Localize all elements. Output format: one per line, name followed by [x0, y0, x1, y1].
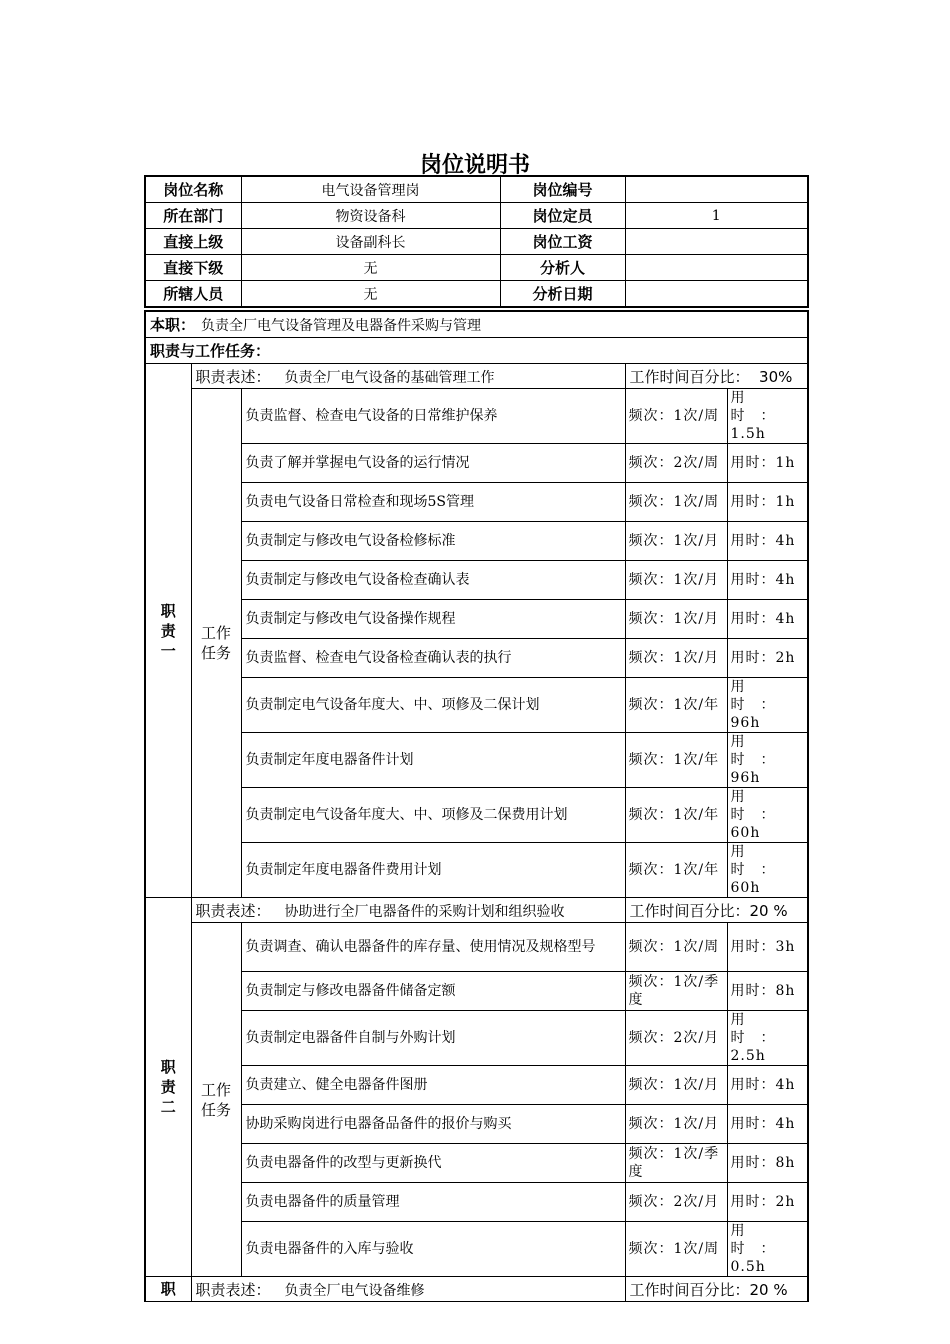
info-value: 无: [241, 281, 500, 308]
task-text: 负责制定与修改电气设备操作规程: [241, 600, 625, 639]
task-row: [145, 1144, 808, 1183]
task-text: 负责电气设备日常检查和现场5S管理: [241, 483, 625, 522]
task-text: 负责电器备件的改型与更新换代: [241, 1144, 625, 1183]
task-row: [145, 1222, 808, 1277]
duty-statement-row: [145, 1277, 808, 1302]
task-text: 负责了解并掌握电气设备的运行情况: [241, 444, 625, 483]
task-frequency: 频次：2次/周: [625, 444, 727, 483]
duty-statement-label: 职责表述：: [195, 901, 271, 920]
info-value: [625, 281, 808, 308]
duties-header-row: [145, 338, 808, 364]
task-row: [145, 678, 808, 733]
task-text: 负责制定年度电器备件费用计划: [241, 843, 625, 898]
task-frequency: 频次：1次/月: [625, 1066, 727, 1105]
duty-summary-row: [145, 311, 808, 338]
info-label: 分析日期: [500, 281, 625, 308]
task-frequency: 频次：1次/月: [625, 639, 727, 678]
task-label: [191, 923, 241, 1277]
duty-label-text: 职责一: [160, 601, 176, 660]
duty-statement-label: 职责表述：: [195, 1280, 271, 1299]
duty-statement-row: [145, 364, 808, 389]
info-label: 岗位编号: [500, 176, 625, 203]
duty-summary: [145, 311, 808, 338]
task-row: [145, 1011, 808, 1066]
task-text: 负责制定与修改电气设备检查确认表: [241, 561, 625, 600]
duty-label-text: 职: [160, 1280, 176, 1298]
task-text: 负责电器备件的质量管理: [241, 1183, 625, 1222]
info-value: 1: [625, 203, 808, 229]
info-row: [145, 229, 808, 255]
duty-percent: 工作时间百分比：20 %: [625, 1277, 808, 1302]
task-text: 负责调查、确认电器备件的库存量、使用情况及规格型号: [241, 923, 625, 972]
task-frequency: 频次：1次/年: [625, 678, 727, 733]
task-time: 用时：4h: [727, 561, 808, 600]
task-row: [145, 1183, 808, 1222]
info-value: 设备副科长: [241, 229, 500, 255]
task-time: 用时：4h: [727, 600, 808, 639]
task-row: [145, 639, 808, 678]
task-frequency: 频次：1次/周: [625, 389, 727, 444]
task-time: 用时：4h: [727, 1105, 808, 1144]
task-row: [145, 1105, 808, 1144]
task-time: 用时：3h: [727, 923, 808, 972]
info-label: 岗位定员: [500, 203, 625, 229]
task-row: [145, 444, 808, 483]
task-text: 负责电器备件的入库与验收: [241, 1222, 625, 1277]
info-row: [145, 255, 808, 281]
task-frequency: 频次：1次/季度: [625, 972, 727, 1011]
duties-table: [144, 310, 809, 1302]
task-time: 用 时 ：1.5h: [727, 389, 808, 444]
task-time: 用 时 ：2.5h: [727, 1011, 808, 1066]
info-value: [625, 229, 808, 255]
task-time: 用时：4h: [727, 522, 808, 561]
duty-statement-text: 负责全厂电气设备维修: [284, 1282, 425, 1299]
task-frequency: 频次：2次/月: [625, 1011, 727, 1066]
info-value: 无: [241, 255, 500, 281]
task-frequency: 频次：1次/月: [625, 600, 727, 639]
duty-percent: 工作时间百分比：20 %: [625, 898, 808, 923]
task-text: 协助采购岗进行电器备品备件的报价与购买: [241, 1105, 625, 1144]
info-value: 电气设备管理岗: [241, 176, 500, 203]
task-time: 用 时 ：96h: [727, 733, 808, 788]
task-frequency: 频次：1次/年: [625, 843, 727, 898]
duty-label: [145, 1277, 191, 1302]
task-row: [145, 843, 808, 898]
info-row: [145, 281, 808, 308]
info-value: 物资设备科: [241, 203, 500, 229]
task-text: 负责制定与修改电器备件储备定额: [241, 972, 625, 1011]
duties-header: 职责与工作任务：: [145, 338, 808, 364]
task-text: 负责监督、检查电气设备检查确认表的执行: [241, 639, 625, 678]
info-row: [145, 176, 808, 203]
task-frequency: 频次：1次/周: [625, 483, 727, 522]
duty-percent: 工作时间百分比： 30%: [625, 364, 808, 389]
task-row: [145, 788, 808, 843]
info-label: 直接下级: [145, 255, 241, 281]
task-time: 用时：1h: [727, 483, 808, 522]
duty-statement-text: 协助进行全厂电器备件的采购计划和组织验收: [284, 903, 565, 920]
task-time: 用时：2h: [727, 1183, 808, 1222]
page-title: 岗位说明书: [419, 153, 530, 178]
task-label-text: 工作任务: [200, 624, 231, 662]
task-frequency: 频次：1次/年: [625, 733, 727, 788]
task-time: 用 时 ：60h: [727, 843, 808, 898]
task-frequency: 频次：2次/月: [625, 1183, 727, 1222]
duty-summary-text: 负责全厂电气设备管理及电器备件采购与管理: [201, 318, 482, 334]
task-label: [191, 389, 241, 898]
task-frequency: 频次：1次/月: [625, 1105, 727, 1144]
info-label: 分析人: [500, 255, 625, 281]
info-label: 所在部门: [145, 203, 241, 229]
task-time: 用时：4h: [727, 1066, 808, 1105]
task-text: 负责监督、检查电气设备的日常维护保养: [241, 389, 625, 444]
info-label: 所辖人员: [145, 281, 241, 308]
task-row: [145, 522, 808, 561]
task-time: 用时：8h: [727, 1144, 808, 1183]
task-row: [145, 1066, 808, 1105]
task-text: 负责制定电气设备年度大、中、项修及二保计划: [241, 678, 625, 733]
task-time: 用时：1h: [727, 444, 808, 483]
duty-statement: [191, 1277, 625, 1302]
task-row: [145, 733, 808, 788]
task-time: 用时：8h: [727, 972, 808, 1011]
task-row: [145, 389, 808, 444]
task-frequency: 频次：1次/周: [625, 1222, 727, 1277]
duty-statement-text: 负责全厂电气设备的基础管理工作: [284, 369, 495, 386]
duty-statement: [191, 364, 625, 389]
task-row: [145, 483, 808, 522]
task-frequency: 频次：1次/周: [625, 923, 727, 972]
info-label: 直接上级: [145, 229, 241, 255]
info-row: [145, 203, 808, 229]
task-frequency: 频次：1次/月: [625, 522, 727, 561]
task-text: 负责制定电气设备年度大、中、项修及二保费用计划: [241, 788, 625, 843]
info-value: [625, 176, 808, 203]
task-time: 用 时 ：60h: [727, 788, 808, 843]
task-text: 负责制定年度电器备件计划: [241, 733, 625, 788]
info-label: 岗位名称: [145, 176, 241, 203]
task-text: 负责制定与修改电气设备检修标准: [241, 522, 625, 561]
task-frequency: 频次：1次/月: [625, 561, 727, 600]
task-frequency: 频次：1次/季度: [625, 1144, 727, 1183]
task-text: 负责建立、健全电器备件图册: [241, 1066, 625, 1105]
duty-summary-label: 本职：: [150, 316, 196, 334]
task-text: 负责制定电器备件自制与外购计划: [241, 1011, 625, 1066]
info-value: [625, 255, 808, 281]
basic-info-table: [144, 175, 809, 308]
duty-label: [145, 898, 191, 1277]
duty-statement-row: [145, 898, 808, 923]
task-row: [145, 972, 808, 1011]
task-time: 用 时 ：0.5h: [727, 1222, 808, 1277]
duty-statement-label: 职责表述：: [195, 367, 271, 386]
info-label: 岗位工资: [500, 229, 625, 255]
duty-statement: [191, 898, 625, 923]
task-frequency: 频次：1次/年: [625, 788, 727, 843]
duty-label: [145, 364, 191, 898]
task-row: [145, 600, 808, 639]
task-row: [145, 561, 808, 600]
task-time: 用 时 ：96h: [727, 678, 808, 733]
task-time: 用时：2h: [727, 639, 808, 678]
task-row: [145, 923, 808, 972]
task-label-text: 工作任务: [200, 1080, 231, 1119]
duty-label-text: 职责二: [160, 1058, 176, 1116]
